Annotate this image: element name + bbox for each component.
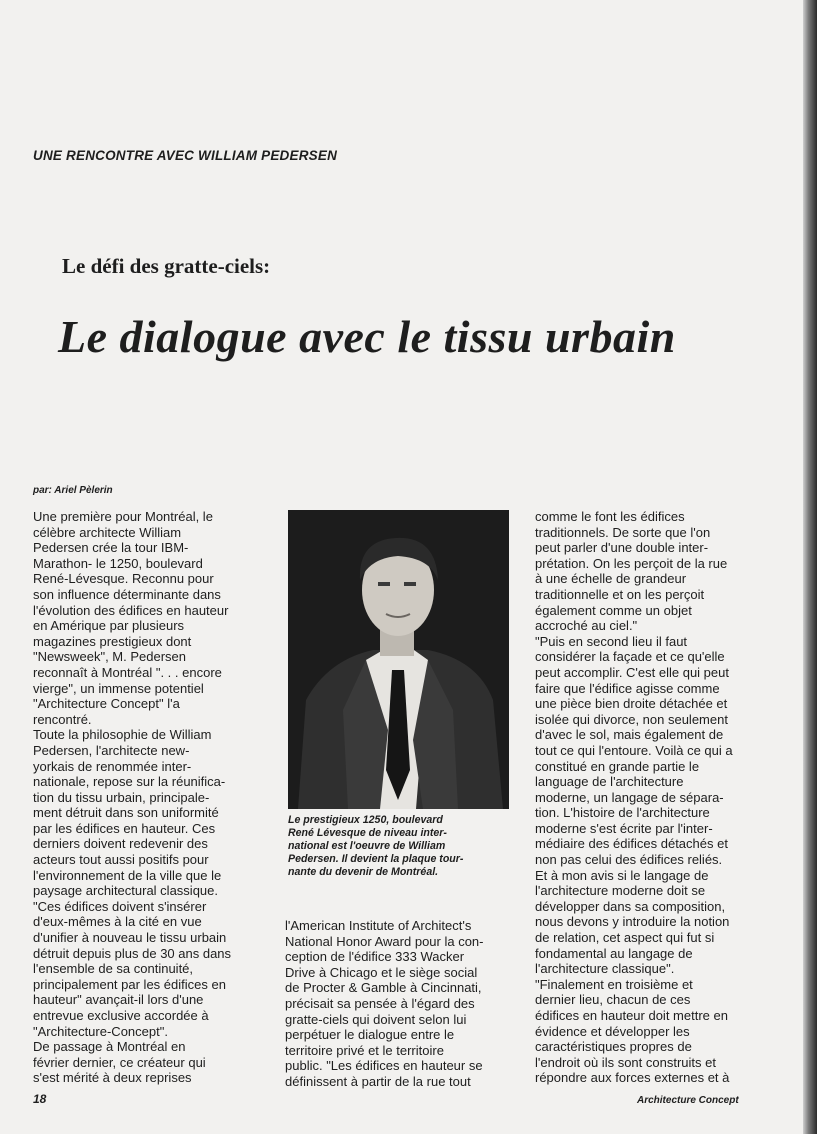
byline: par: Ariel Pèlerin [33,485,113,496]
section-label: UNE RENCONTRE AVEC WILLIAM PEDERSEN [33,148,338,163]
paragraph: Toute la philosophie de William Pedersen, l'architecte new- yorkais de renommée inter- nationale, repose sur la réunifica- tion du tissu urbain, principale- ment détruit dans son uniformité par les édifices en hauteur. Ces derniers doivent redevenir des acteurs tout aussi positifs pour l'environnement de la ville que le paysage architectural classique. "Ces édifices doivent s'insérer d'eux-mêmes à la cité en vue d'unifier à nouveau le tissu urbain détruit depuis plus de 30 ans dans l'ensemble de sa continuité, principalement par les édifices en hauteur" avançait-il lors d'une entrevue exclusive accordée à "Architecture-Concept". [33,727,232,1039]
article-column-1 [33,509,265,1086]
portrait-photo [288,510,509,809]
paragraph: De passage à Montréal en février dernier, ce créateur qui s'est mérité à deux reprises [33,1039,206,1086]
article-column-2 [285,918,505,1090]
photo-caption: Le prestigieux 1250, boulevard René Lévesque de niveau inter- national est l'oeuvre de William Pedersen. Il devient la plaque tour- nante du devenir de Montréal. [288,814,464,878]
page-number: 18 [33,1092,47,1106]
page-edge [803,0,817,1134]
headline: Le dialogue avec le tissu urbain [58,311,676,362]
portrait-illustration [288,510,509,809]
kicker-title: Le défi des gratte-ciels: [62,254,271,278]
article-column-3 [535,509,767,1086]
paragraph: l'American Institute of Architect's National Honor Award pour la con- ception de l'édifice 333 Wacker Drive à Chicago et le siège social de Procter & Gamble à Cincinnati, précisait sa pensée à l'égard des gratte-ciels qui doivent selon lui perpétuer le dialogue entre le territoire privé et le territoire public. "Les édifices en hauteur se définissent à partir de la rue tout [285,918,484,1089]
publication-name: Architecture Concept [637,1095,739,1106]
paragraph: Une première pour Montréal, le célèbre architecte William Pedersen crée la tour IBM- Marathon- le 1250, boulevard René-Lévesque. Reconnu pour son influence déterminante dans l'évolution des édifices en hauteur en Amérique par plusieurs magazines prestigieux dont "Newsweek", M. Pedersen reconnaît à Montréal ". . . encore vierge", un immense potentiel "Architecture Concept" l'a rencontré. [33,509,229,727]
paragraph: "Finalement en troisième et dernier lieu, chacun de ces édifices en hauteur doit mettre en évidence et développer les caractéristiques propres de l'endroit où ils sont construits et répondre aux forces externes et à [535,976,730,1086]
paragraph: comme le font les édifices traditionnels. De sorte que l'on peut parler d'une double inter- prétation. On les perçoit de la rue à une échelle de grandeur traditionnelle et on les perçoit également comme un objet accroché au ciel." [535,509,728,634]
paragraph: "Puis en second lieu il faut considérer la façade et ce qu'elle peut accomplir. C'est elle qui peut faire que l'édifice agisse comme une pièce bien droite détachée et isolée qui divorce, non seulement d'avec le sol, mais également de tout ce qui l'entoure. Voilà ce qui a constitué en grande partie le language de l'architecture moderne, un langage de sépara- tion. L'histoire de l'architecture moderne s'est écrite par l'inter- médiaire des édifices détachés et non pas celui des édifices reliés. Et à mon avis si le langage de l'architecture moderne doit se développer dans sa composition, nous devons y introduire la notion de relation, cet aspect qui fut si fondamental au langage de l'architecture classique". [535,633,733,977]
